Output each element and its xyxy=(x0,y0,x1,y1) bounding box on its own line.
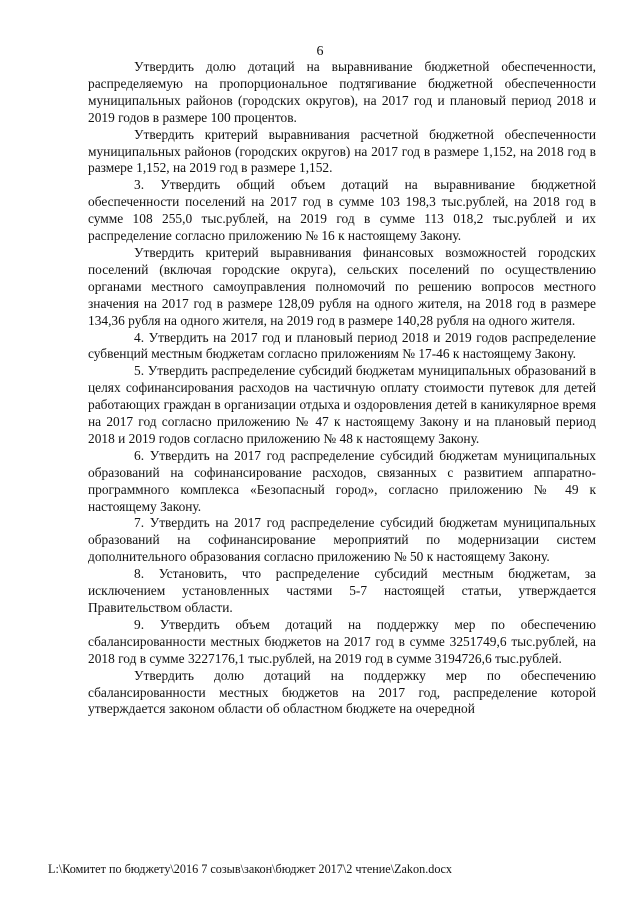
footer-file-path: L:\Комитет по бюджету\2016 7 созыв\закон\бюджет 2017\2 чтение\Zakon.docx xyxy=(48,862,452,876)
paragraph-balance-support-share: Утвердить долю дотаций на поддержку мер по обеспечению сбалансированности местных бюджетов на 2017 год, распределение которой утверждается законом области об областном бюджете на очередной xyxy=(88,667,596,717)
paragraph-5-vouchers-subsidies: 5. Утвердить распределение субсидий бюджетам муниципальных образований в целях софинансирования расходов на частичную оплату стоимости путевок для детей работающих граждан в организации отдыха и оздоровления детей в каникулярное время на 2017 год согласно приложению № 47 к настоящему Закону и на плановый период 2018 и 2019 годов согласно приложению № 48 к настоящему Закону. xyxy=(88,363,596,446)
paragraph-6-safe-city-subsidies: 6. Утвердить на 2017 год распределение субсидий бюджетам муниципальных образований на софинансирование расходов, связанных с развитием аппаратно-программного комплекса «Безопасный город», согласно приложению № 49 к настоящему Закону. xyxy=(88,447,596,514)
paragraph-4-subventions: 4. Утвердить на 2017 год и плановый период 2018 и 2019 годов распределение субвенций местным бюджетам согласно приложениям № 17-46 к настоящему Закону. xyxy=(88,329,596,362)
paragraph-3-settlement-grants: 3. Утвердить общий объем дотаций на выравнивание бюджетной обеспеченности поселений на 2017 год в сумме 103 198,3 тыс.рублей, на 2018 год в сумме 108 255,0 тыс.рублей, на 2019 год в сумме 113 018,2 тыс.рублей и их распределение согласно приложению № 16 к настоящему Закону. xyxy=(88,177,596,244)
document-body xyxy=(88,59,596,718)
paragraph-share-equalization: Утвердить долю дотаций на выравнивание бюджетной обеспеченности, распределяемую на пропорциональное подтягивание бюджетной обеспеченности муниципальных районов (городских округов), на 2017 год и плановый период 2018 и 2019 годов в размере 100 процентов. xyxy=(88,59,596,125)
paragraph-equalization-criterion: Утвердить критерий выравнивания расчетной бюджетной обеспеченности муниципальных районов (городских округов) на 2017 год в размере 1,152, на 2018 год в размере 1,152, на 2019 год в размере 1,152. xyxy=(88,126,596,176)
paragraph-financial-capacity-criterion: Утвердить критерий выравнивания финансовых возможностей городских поселений (включая городские округа), сельских поселений по осуществлению органами местного самоуправления полномочий по решению вопросов местного значения на 2017 год в размере 128,09 рубля на одного жителя, на 2018 год в размере 134,36 рубля на одного жителя, на 2019 год в размере 140,28 рубля на одного жителя. xyxy=(88,244,596,328)
paragraph-8-government-distribution: 8. Установить, что распределение субсидий местным бюджетам, за исключением установленных частями 5-7 настоящей статьи, утверждается Правительством области. xyxy=(88,566,596,615)
page-number: 6 xyxy=(316,44,324,59)
paragraph-7-education-subsidies: 7. Утвердить на 2017 год распределение субсидий бюджетам муниципальных образований на софинансирование мероприятий по модернизации систем дополнительного образования согласно приложению № 50 к настоящему Закону. xyxy=(88,515,596,565)
paragraph-9-balance-support: 9. Утвердить объем дотаций на поддержку мер по обеспечению сбалансированности местных бюджетов на 2017 год в сумме 3251749,6 тыс.рублей, на 2018 год в сумме 3227176,1 тыс.рублей, на 2019 год в сумме 3194726,6 тыс.рублей. xyxy=(88,616,596,666)
